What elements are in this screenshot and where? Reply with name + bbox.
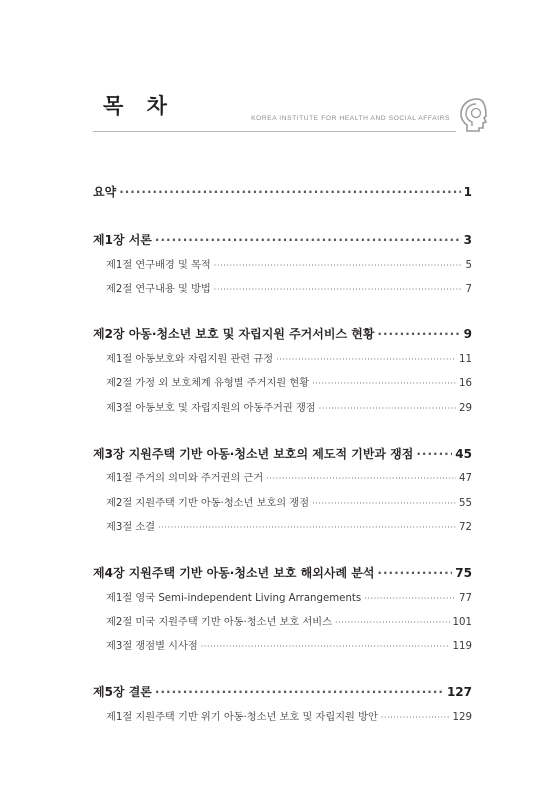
toc-entry-section-1-2[interactable] <box>106 280 472 295</box>
toc-entry-title: 제1절 주거의 의미와 주거권의 근거 <box>106 473 264 484</box>
toc-entry-summary[interactable] <box>93 183 472 200</box>
toc-entry-page: 11 <box>459 354 472 365</box>
toc-entry-title: 제1절 연구배경 및 목적 <box>106 260 211 271</box>
toc-entry-title: 제3장 지원주택 기반 아동·청소년 보호의 제도적 기반과 쟁점 <box>93 447 414 461</box>
dot-leader <box>155 685 444 699</box>
toc-entry-chapter-3[interactable] <box>93 445 472 462</box>
dot-leader <box>312 379 456 388</box>
dot-leader <box>335 618 450 627</box>
toc-entry-page: 7 <box>465 284 472 295</box>
toc-entry-title: 제2절 가정 외 보호체계 유형별 주거지원 현황 <box>106 378 310 389</box>
dot-leader <box>319 404 456 413</box>
toc-entry-title: 제2절 지원주택 기반 아동·청소년 보호의 쟁점 <box>106 498 310 509</box>
toc-entry-title: 제1절 지원주택 기반 위기 아동·청소년 보호 및 자립지원 방안 <box>106 712 378 723</box>
page-title: 목 차 <box>103 94 175 118</box>
toc-entry-chapter-4[interactable] <box>93 564 472 581</box>
toc-entry-page: 129 <box>452 712 472 723</box>
dot-leader <box>119 185 460 199</box>
toc-entry-page: 77 <box>459 593 472 604</box>
toc-entry-section-2-2[interactable] <box>106 374 472 389</box>
toc-entry-section-3-1[interactable] <box>106 469 472 484</box>
toc-entry-title: 제1장 서론 <box>93 233 152 247</box>
toc-entry-page: 55 <box>459 498 472 509</box>
toc-entry-title: 제1절 아동보호와 자립지원 관련 규정 <box>106 354 274 365</box>
toc-entry-page: 72 <box>459 522 472 533</box>
toc-entry-page: 9 <box>463 327 472 341</box>
toc-entry-page: 16 <box>459 378 472 389</box>
toc-entry-title: 제2절 연구내용 및 방법 <box>106 284 211 295</box>
toc-entry-page: 1 <box>463 185 472 199</box>
toc-entry-page: 3 <box>463 233 472 247</box>
toc-entry-section-1-1[interactable] <box>106 256 472 271</box>
toc-entry-title: 제5장 결론 <box>93 685 152 699</box>
toc-entry-page: 75 <box>455 566 472 580</box>
dot-leader <box>377 566 452 580</box>
toc-entry-chapter-2[interactable] <box>93 325 472 342</box>
toc-entry-page: 119 <box>452 641 472 652</box>
dot-leader <box>214 261 463 270</box>
dot-leader <box>201 642 450 651</box>
toc-entry-title: 요약 <box>93 185 117 199</box>
dot-leader <box>377 327 460 341</box>
dot-leader <box>276 355 456 364</box>
institute-logo-icon <box>455 95 495 135</box>
dot-leader <box>381 713 450 722</box>
dot-leader <box>266 474 456 483</box>
toc-entry-section-2-1[interactable] <box>106 350 472 365</box>
toc-entry-title: 제3절 소결 <box>106 522 156 533</box>
toc-entry-chapter-5[interactable] <box>93 683 472 700</box>
toc-entry-title: 제2장 아동·청소년 보호 및 자립지원 주거서비스 현황 <box>93 327 375 341</box>
toc-entry-title: 제4장 지원주택 기반 아동·청소년 보호 해외사례 분석 <box>93 566 375 580</box>
dot-leader <box>155 233 461 247</box>
header-divider <box>93 131 456 132</box>
dot-leader <box>364 594 456 603</box>
toc-entry-page: 45 <box>455 447 472 461</box>
dot-leader <box>158 523 456 532</box>
toc-entry-section-5-1[interactable] <box>106 708 472 723</box>
toc-entry-section-4-1[interactable] <box>106 589 472 604</box>
toc-entry-page: 29 <box>459 403 472 414</box>
toc-entry-section-4-3[interactable] <box>106 637 472 652</box>
dot-leader <box>416 447 452 461</box>
toc-entry-title: 제2절 미국 지원주택 기반 아동·청소년 보호 서비스 <box>106 617 332 628</box>
toc-entry-page: 5 <box>465 260 472 271</box>
toc-entry-title: 제3절 아동보호 및 자립지원의 아동주거권 쟁점 <box>106 403 316 414</box>
institute-name: KOREA INSTITUTE FOR HEALTH AND SOCIAL AFFAIRS <box>251 115 450 122</box>
toc-entry-chapter-1[interactable] <box>93 231 472 248</box>
toc-entry-page: 101 <box>452 617 472 628</box>
dot-leader <box>214 285 463 294</box>
toc-entry-title: 제3절 쟁점별 시사점 <box>106 641 198 652</box>
dot-leader <box>312 499 456 508</box>
toc-entry-title: 제1절 영국 Semi-independent Living Arrangements <box>106 593 362 604</box>
toc-entry-section-3-3[interactable] <box>106 518 472 533</box>
toc-entry-page: 47 <box>459 473 472 484</box>
toc-entry-page: 127 <box>446 685 472 699</box>
toc-entry-section-3-2[interactable] <box>106 494 472 509</box>
toc-entry-section-2-3[interactable] <box>106 399 472 414</box>
toc-entry-section-4-2[interactable] <box>106 613 472 628</box>
